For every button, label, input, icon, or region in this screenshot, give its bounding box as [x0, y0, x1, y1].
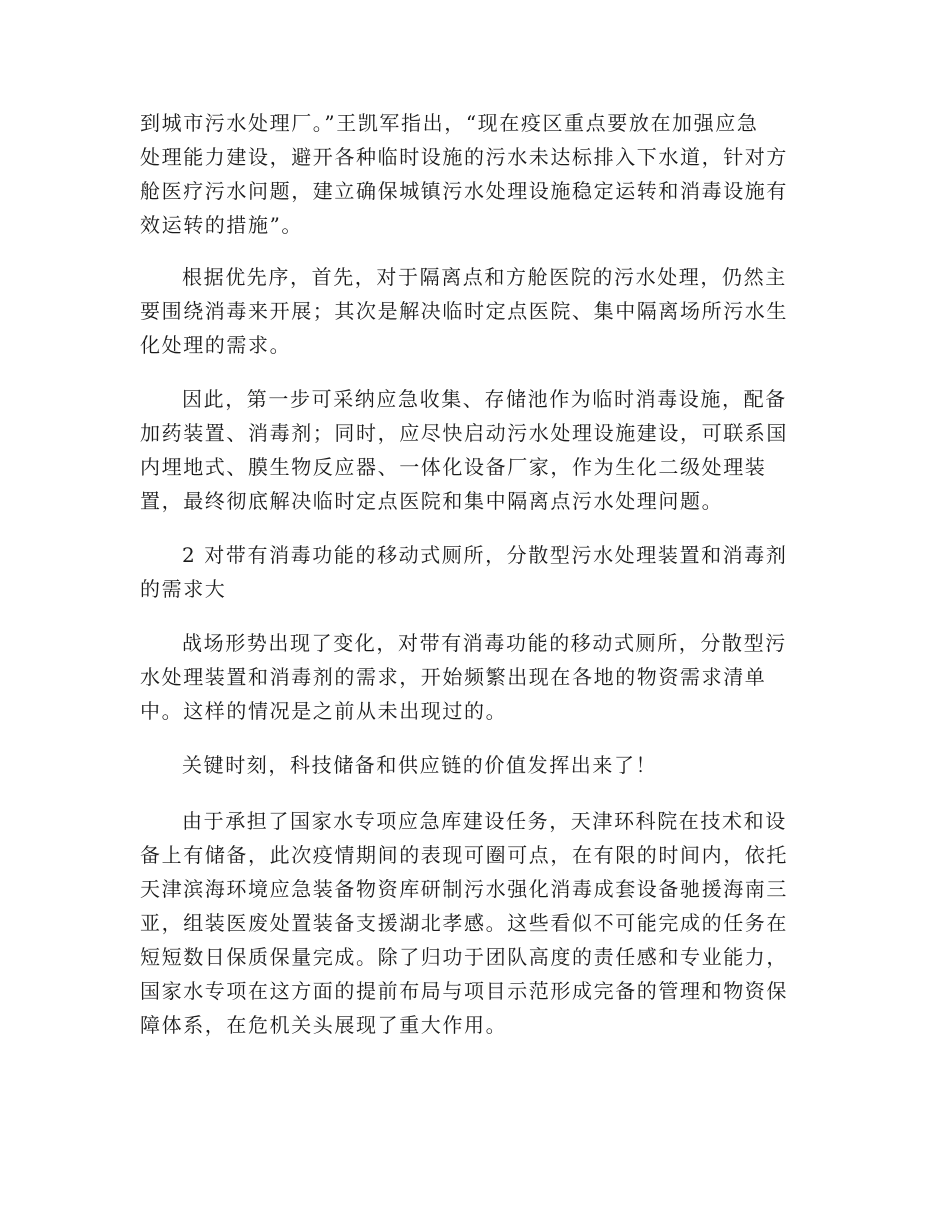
- paragraph-line: 障体系，在危机关头展现了重大作用。: [140, 1013, 508, 1037]
- paragraph-line: 备上有储备，此次疫情期间的表现可圈可点，在有限的时间内，依托: [140, 843, 788, 867]
- paragraph-line: 由于承担了国家水专项应急库建设任务，天津环科院在技术和设: [182, 809, 787, 833]
- paragraph-line: 因此，第一步可采纳应急收集、存储池作为临时消毒设施，配备: [182, 387, 787, 411]
- paragraph-6: [140, 748, 800, 782]
- paragraph-line: 要围绕消毒来开展；其次是解决临时定点医院、集中隔离场所污水生: [140, 299, 788, 323]
- paragraph-3: [140, 382, 800, 518]
- paragraph-7: [140, 804, 800, 1042]
- paragraph-2: [140, 260, 800, 362]
- paragraph-line: 效运转的措施”。: [140, 213, 304, 237]
- heading-line: 2 对带有消毒功能的移动式厕所，分散型污水处理装置和消毒剂: [182, 543, 788, 567]
- paragraph-line: 处理能力建设，避开各种临时设施的污水未达标排入下水道，针对方: [140, 145, 788, 169]
- paragraph-line: 战场形势出现了变化，对带有消毒功能的移动式厕所，分散型污: [182, 631, 787, 655]
- paragraph-line: 天津滨海环境应急装备物资库研制污水强化消毒成套设备驰援海南三: [140, 877, 788, 901]
- paragraph-line: 化处理的需求。: [140, 333, 292, 357]
- paragraph-line: 加药装置、消毒剂；同时，应尽快启动污水处理设施建设，可联系国: [140, 421, 788, 445]
- paragraph-line: 内埋地式、膜生物反应器、一体化设备厂家，作为生化二级处理装: [140, 455, 767, 479]
- paragraph-1: [140, 106, 800, 242]
- section-heading-2: [140, 538, 800, 606]
- paragraph-line: 舱医疗污水问题，建立确保城镇污水处理设施稳定运转和消毒设施有: [140, 179, 788, 203]
- paragraph-line: 短短数日保质保量完成。除了归功于团队高度的责任感和专业能力，: [140, 945, 788, 969]
- paragraph-5: [140, 626, 800, 728]
- paragraph-line: 到城市污水处理厂。”王凯军指出，“现在疫区重点要放在加强应急: [140, 111, 759, 135]
- paragraph-line: 国家水专项在这方面的提前布局与项目示范形成完备的管理和物资保: [140, 979, 788, 1003]
- paragraph-line: 中。这样的情况是之前从未出现过的。: [140, 699, 508, 723]
- heading-line: 的需求大: [140, 577, 227, 601]
- paragraph-line: 水处理装置和消毒剂的需求，开始频繁出现在各地的物资需求清单: [140, 665, 767, 689]
- paragraph-line: 关键时刻，科技储备和供应链的价值发挥出来了！: [182, 753, 658, 777]
- document-body: [140, 106, 800, 1062]
- paragraph-line: 根据优先序，首先，对于隔离点和方舱医院的污水处理，仍然主: [182, 265, 787, 289]
- paragraph-line: 置，最终彻底解决临时定点医院和集中隔离点污水处理问题。: [140, 489, 724, 513]
- paragraph-line: 亚，组装医废处置装备支援湖北孝感。这些看似不可能完成的任务在: [140, 911, 788, 935]
